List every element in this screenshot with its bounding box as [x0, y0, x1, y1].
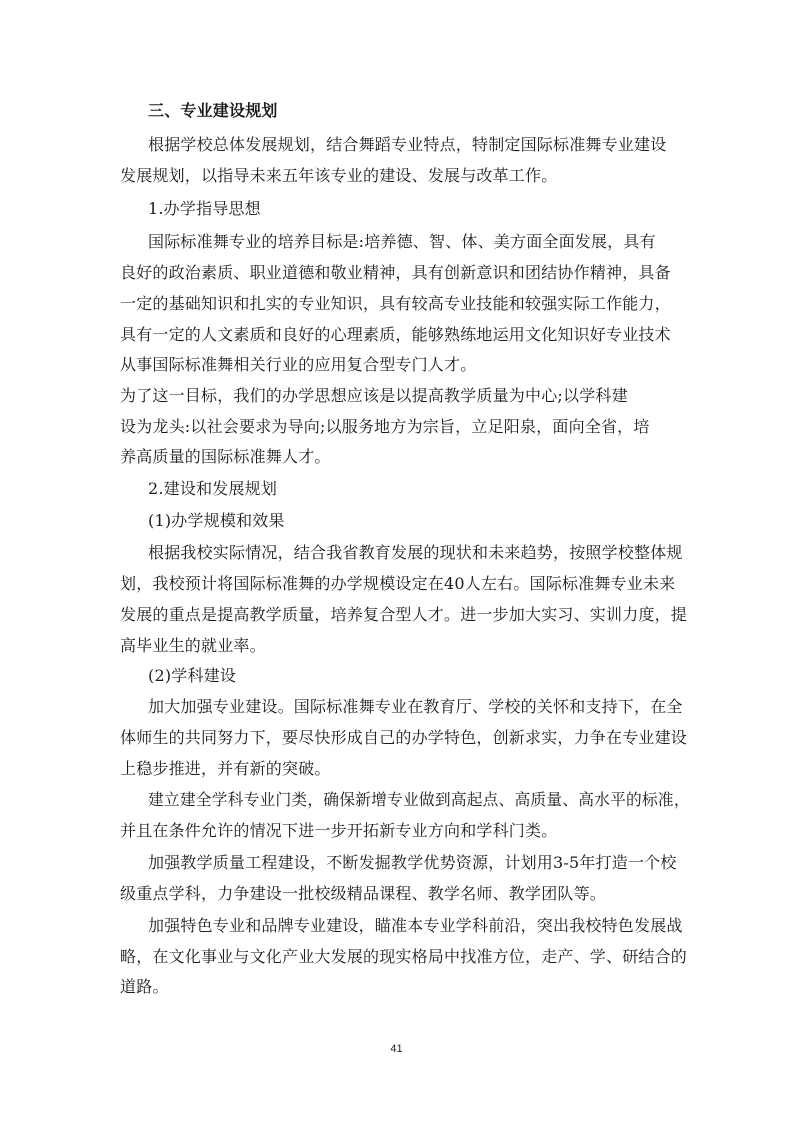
text-line: 国际标准舞专业的培养目标是:培养德、智、体、美方面全面发展，具有	[148, 232, 656, 251]
text-line: 加强特色专业和品牌专业建设，瞄准本专业学科前沿，突出我校特色发展战	[148, 916, 683, 935]
text-line: 体师生的共同努力下，要尽快形成自己的办学特色，创新求实，力争在专业建设	[120, 728, 688, 747]
text-line: 根据我校实际情况，结合我省教育发展的现状和未来趋势，按照学校整体规	[148, 543, 683, 562]
text-line: 为了这一目标，我们的办学思想应该是以提高教学质量为中心;以学科建	[120, 386, 628, 405]
section-heading: 三、专业建设规划	[148, 101, 278, 120]
text-line: 上稳步推进，并有新的突破。	[120, 759, 331, 778]
text-line: 道路。	[120, 977, 169, 996]
text-line: 略，在文化事业与文化产业大发展的现实格局中找准方位，走产、学、研结合的	[120, 947, 688, 966]
text-line: 并且在条件允许的情况下进一步开拓新专业方向和学科门类。	[120, 821, 558, 840]
page-number: 41	[390, 1043, 403, 1055]
text-line: 1.办学指导思想	[148, 199, 261, 218]
text-line: 养高质量的国际标准舞人才。	[120, 447, 331, 466]
text-line: 发展的重点是提高教学质量，培养复合型人才。进一步加大实习、实训力度，提	[120, 605, 688, 624]
text-line: 从事国际标准舞相关行业的应用复合型专门人才。	[120, 355, 477, 374]
text-line: 加强教学质量工程建设，不断发掘教学优势资源，计划用3-5年打造一个校	[148, 853, 677, 872]
text-line: (1)办学规模和效果	[148, 511, 285, 530]
text-line: 发展规划，以指导未来五年该专业的建设、发展与改革工作。	[120, 166, 558, 185]
text-line: 良好的政治素质、职业道德和敬业精神，具有创新意识和团结协作精神，具备	[120, 263, 671, 282]
text-line: 建立建全学科专业门类，确保新增专业做到高起点、高质量、高水平的标准，	[148, 790, 690, 809]
text-line: (2)学科建设	[148, 666, 237, 685]
text-line: 2.建设和发展规划	[148, 479, 278, 498]
text-line: 高毕业生的就业率。	[120, 636, 266, 655]
text-line: 加大加强专业建设。国际标准舞专业在教育厅、学校的关怀和支持下，在全	[148, 697, 683, 716]
text-line: 设为龙头:以社会要求为导向;以服务地方为宗旨，立足阳泉，面向全省，培	[120, 417, 650, 436]
text-line: 级重点学科，力争建设一批校级精品课程、教学名师、教学团队等。	[120, 884, 607, 903]
text-line: 根据学校总体发展规划，结合舞蹈专业特点，特制定国际标准舞专业建设	[148, 135, 667, 154]
text-line: 一定的基础知识和扎实的专业知识，具有较高专业技能和较强实际工作能力，	[120, 294, 671, 313]
text-line: 划，我校预计将国际标准舞的办学规模设定在40人左右。国际标准舞专业未来	[120, 574, 676, 593]
text-line: 具有一定的人文素质和良好的心理素质，能够熟练地运用文化知识好专业技术	[120, 325, 671, 344]
